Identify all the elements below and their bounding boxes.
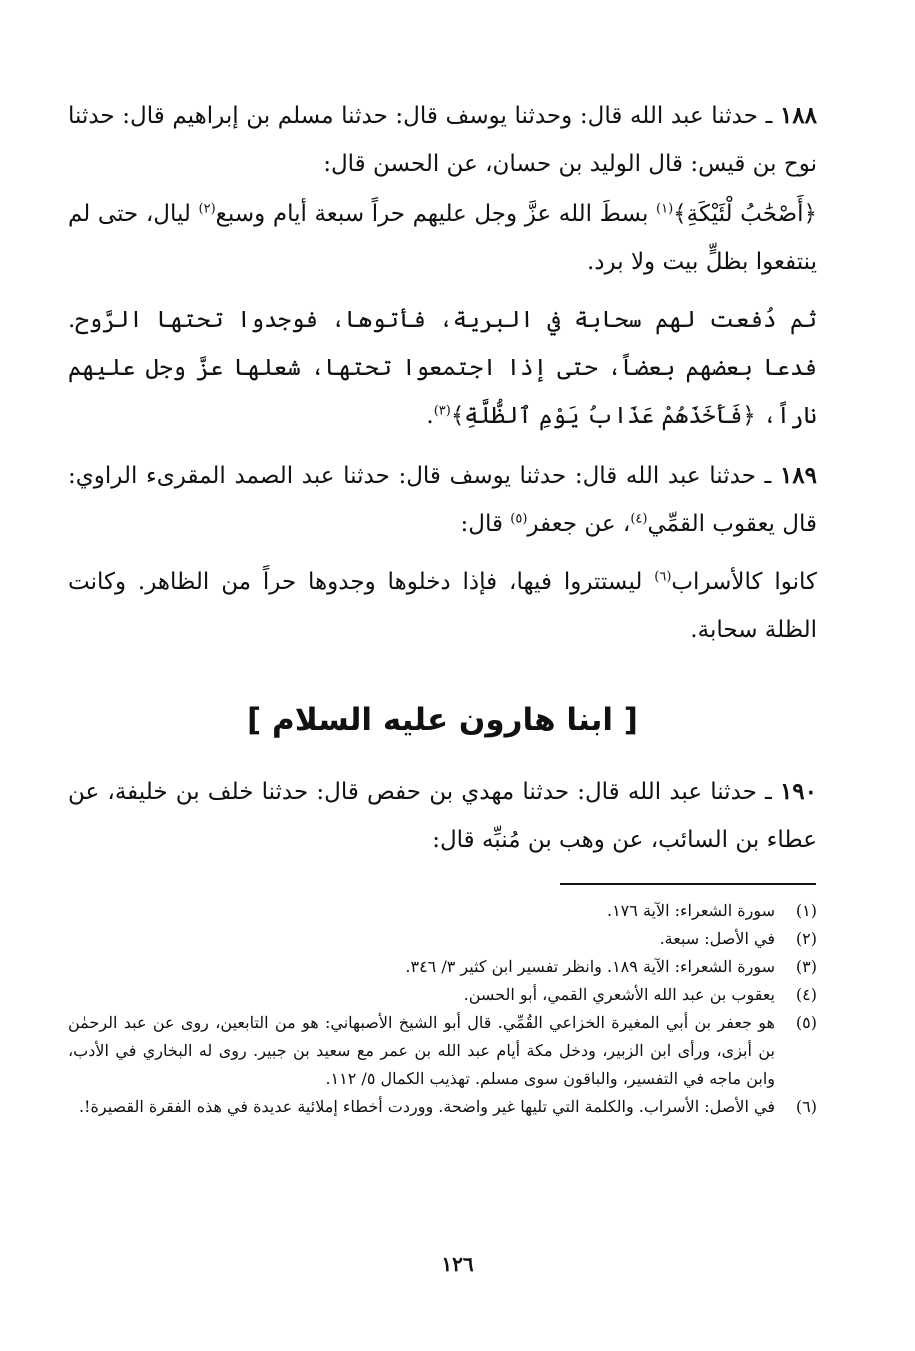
footnote-text: يعقوب بن عبد الله الأشعري القمي، أبو الحسن. bbox=[463, 985, 775, 1004]
hadith-189 bbox=[68, 452, 817, 654]
footnotes bbox=[68, 897, 817, 1121]
hadith-188-para2 bbox=[68, 296, 817, 440]
footnote-text: في الأصل: سبعة. bbox=[659, 929, 775, 948]
footnote-ref: (٣) bbox=[433, 403, 451, 419]
hadith-number: ١٨٩ bbox=[779, 462, 817, 489]
footnote-number: (٢) bbox=[795, 929, 817, 948]
body-text: ليال، حتى لم ينتفعوا بظلٍّ بيت ولا برد. bbox=[68, 201, 817, 275]
quran-quote: ﴿أَصْحَٰبُ لْئَيْكَةِ﴾ bbox=[673, 201, 817, 227]
footnote-item bbox=[68, 1009, 817, 1093]
hadith-number: ١٩٠ bbox=[779, 778, 817, 805]
footnote-number: (٦) bbox=[795, 1097, 817, 1116]
hadith-188-body bbox=[68, 190, 817, 286]
isnad-text: ـ حدثنا عبد الله قال: حدثنا مهدي بن حفص قال: حدثنا خلف بن خليفة، عن عطاء بن السائب، عن وهب بن مُنبِّه قال: bbox=[68, 779, 817, 853]
footnote-ref: (١) bbox=[656, 201, 674, 217]
hadith-188-isnad bbox=[68, 92, 817, 188]
footnote-divider bbox=[560, 883, 816, 885]
footnote-item bbox=[68, 925, 817, 953]
footnote-item bbox=[68, 953, 817, 981]
footnote-ref: (٥) bbox=[510, 511, 528, 527]
section-heading: [ ابنا هارون عليه السلام ] bbox=[247, 702, 638, 738]
hadith-189-isnad bbox=[68, 452, 817, 548]
footnote-number: (٥) bbox=[795, 1013, 817, 1032]
footnote-text: سورة الشعراء: الآية ١٧٦. bbox=[606, 901, 775, 920]
footnote-item bbox=[68, 1093, 817, 1121]
footnote-ref: (٤) bbox=[630, 511, 648, 527]
footnote-item bbox=[68, 981, 817, 1009]
hadith-190 bbox=[68, 768, 817, 864]
isnad-text: ـ حدثنا عبد الله قال: حدثنا يوسف قال: حدثنا عبد الصمد المقرىء الراوي: قال يعقوب القمِّي bbox=[68, 463, 817, 537]
footnote-ref: (٢) bbox=[198, 201, 216, 217]
hadith-189-body bbox=[68, 558, 817, 654]
body-text: ليستتروا فيها، فإذا دخلوها وجدوها حراً من الظاهر. وكانت الظلة سحابة. bbox=[68, 569, 817, 643]
footnote-item bbox=[68, 897, 817, 925]
body-text: . bbox=[426, 403, 434, 429]
isnad-text: ـ حدثنا عبد الله قال: وحدثنا يوسف قال: حدثنا مسلم بن إبراهيم قال: حدثنا نوح بن قيس: قال الوليد بن حسان، عن الحسن قال: bbox=[68, 103, 817, 177]
footnote-number: (١) bbox=[795, 901, 817, 920]
footnote-text: هو جعفر بن أبي المغيرة الخزاعي القُمِّي. قال أبو الشيخ الأصبهاني: هو من التابعين، روى عن عبد الرحمٰن بن أبزى، ورأى ابن الزبير، ودخل مكة أيام عبد الله بن عمر مع سعيد بن جبير. روى له البخاري في الأدب، وابن ماجه في التفسير، والباقون سوى مسلم. تهذيب الكمال ٥/ ١١٢. bbox=[68, 1013, 775, 1088]
isnad-text: قال: bbox=[460, 511, 511, 537]
footnote-number: (٣) bbox=[795, 957, 817, 976]
hadith-188 bbox=[68, 92, 817, 440]
quran-quote: ﴿فَأَخَذَهُمْ عَذَابُ يَوْمِ ٱلظُّلَّةِ﴾ bbox=[450, 403, 756, 429]
page-number: ١٢٦ bbox=[441, 1252, 474, 1276]
hadith-number: ١٨٨ bbox=[779, 102, 817, 129]
body-text: ثم دُفعت لهم سحابة في البرية، فأتوها، فوجدوا تحتها الرَّوح. فدعا بعضهم بعضاً، حتى إذا اجتمعوا تحتها، شعلها عزَّ وجل عليهم ناراً، bbox=[68, 307, 817, 429]
footnote-text: سورة الشعراء: الآية ١٨٩. وانظر تفسير ابن كثير ٣/ ٣٤٦. bbox=[405, 957, 775, 976]
isnad-text: ، عن جعفر bbox=[527, 511, 631, 537]
body-text: بسطَ الله عزَّ وجل عليهم حراً سبعة أيام وسبع bbox=[215, 201, 657, 227]
hadith-190-isnad bbox=[68, 768, 817, 864]
body-text: كانوا كالأسراب bbox=[671, 569, 817, 595]
footnote-text: في الأصل: الأسراب. والكلمة التي تليها غير واضحة. ووردت أخطاء إملائية عديدة في هذه الفقرة القصيرة!. bbox=[78, 1097, 775, 1116]
footnote-ref: (٦) bbox=[654, 569, 672, 585]
footnote-number: (٤) bbox=[795, 985, 817, 1004]
